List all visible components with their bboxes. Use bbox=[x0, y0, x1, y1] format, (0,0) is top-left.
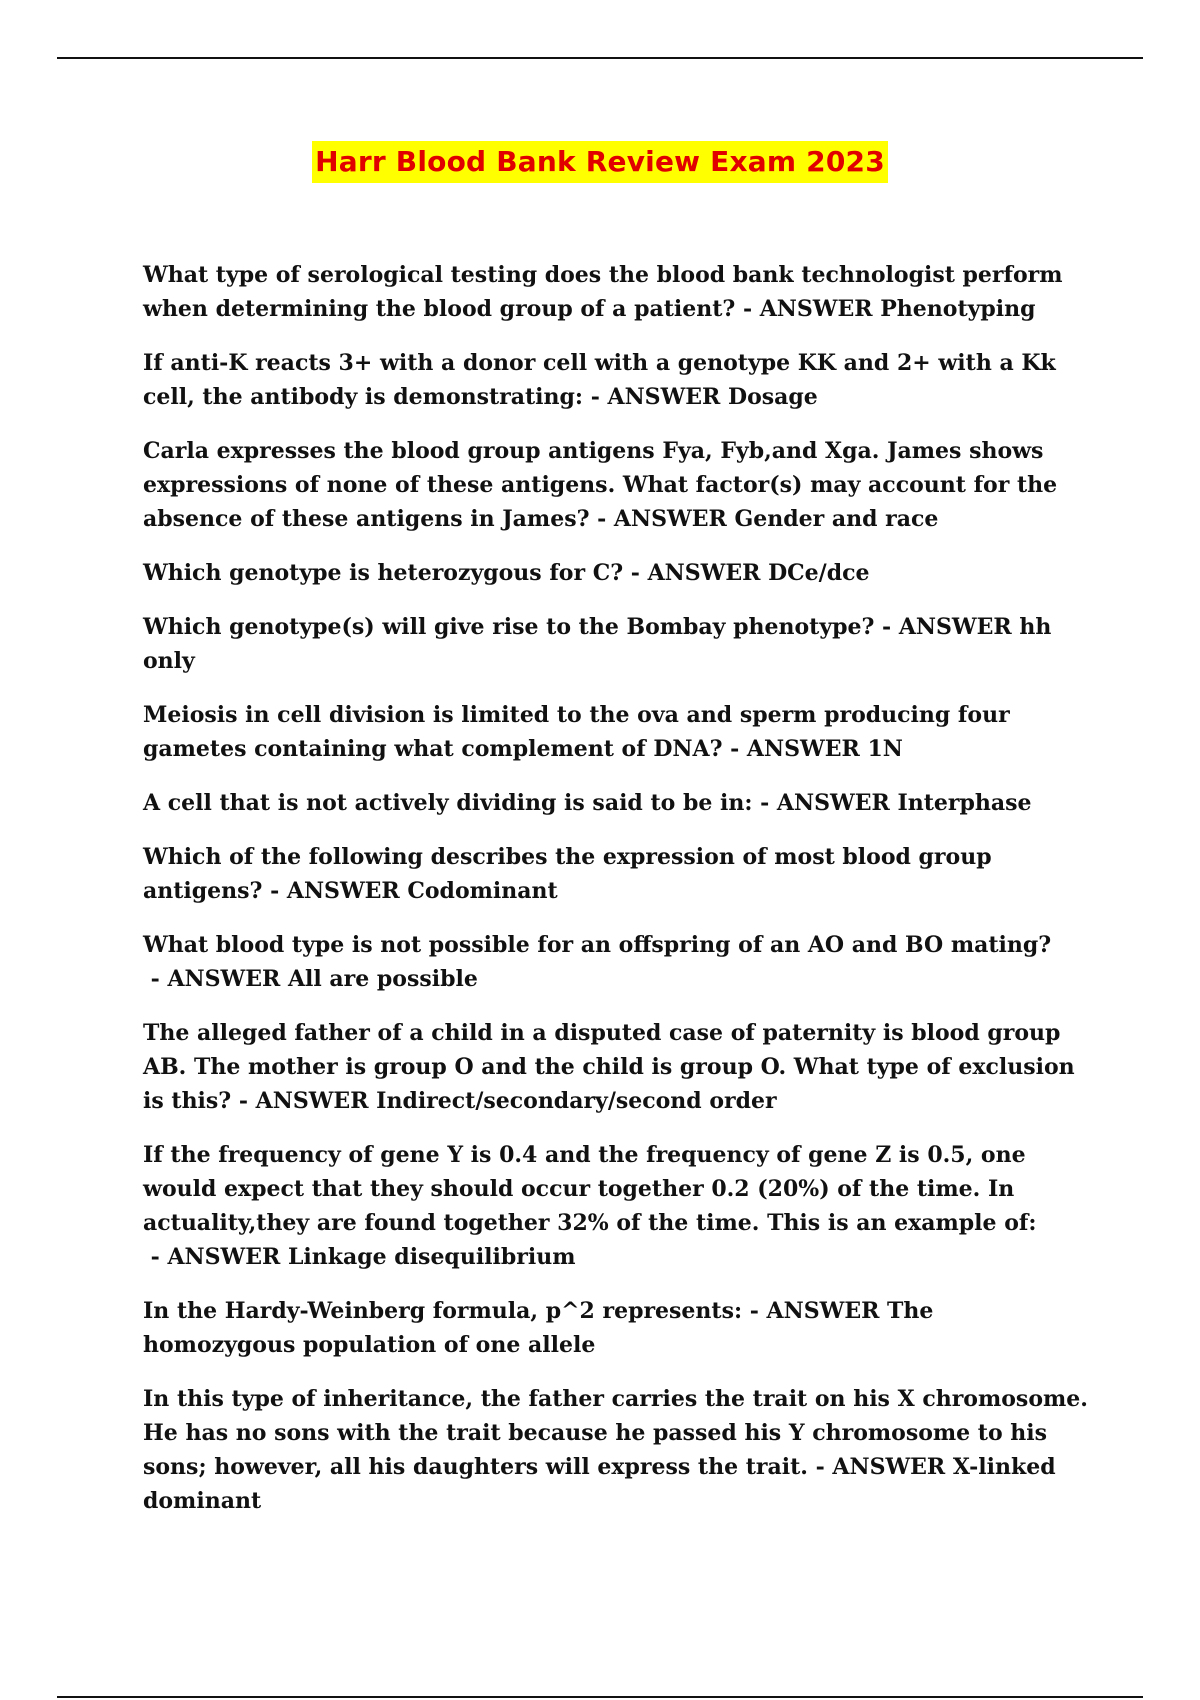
question-text: Which genotype is heterozygous for C? bbox=[143, 560, 624, 586]
question-text: In this type of inheritance, the father carries the trait on his X chromosome. He has no sons with the trait because he passed his Y chromosome to his sons; however, all his daughters will express the trait. bbox=[143, 1386, 1088, 1480]
question-text: If the frequency of gene Y is 0.4 and the frequency of gene Z is 0.5, one would expect that they should occur together 0.2 (20%) of the time. In actuality,they are found together 32% of the time. This is an example of: bbox=[143, 1142, 1037, 1236]
qa-item bbox=[143, 610, 1093, 678]
question-text: A cell that is not actively dividing is said to be in: bbox=[143, 790, 753, 816]
qa-item bbox=[143, 840, 1093, 908]
qa-item bbox=[143, 1382, 1093, 1518]
top-rule bbox=[57, 57, 1143, 59]
qa-item bbox=[143, 258, 1093, 326]
answer-text: Dosage bbox=[728, 384, 818, 410]
answer-text: Indirect/secondary/second order bbox=[376, 1088, 777, 1114]
qa-item bbox=[143, 786, 1093, 820]
answer-separator: - ANSWER bbox=[752, 790, 890, 816]
question-text: Meiosis in cell division is limited to the ova and sperm producing four gametes containing what complement of DNA? bbox=[143, 702, 1010, 762]
qa-item bbox=[143, 698, 1093, 766]
answer-text: Gender and race bbox=[734, 506, 939, 532]
question-text: In the Hardy-Weinberg formula, p^2 represents: bbox=[143, 1298, 743, 1324]
answer-text: Phenotyping bbox=[880, 296, 1036, 322]
title-container bbox=[0, 141, 1200, 183]
answer-text: Codominant bbox=[407, 878, 558, 904]
answer-text: 1N bbox=[867, 736, 903, 762]
answer-text: Linkage disequilibrium bbox=[287, 1244, 576, 1270]
answer-separator: - ANSWER bbox=[583, 384, 721, 410]
question-text: The alleged father of a child in a disputed case of paternity is blood group AB. The mother is group O and the child is group O. What type of exclusion is this? bbox=[143, 1020, 1075, 1114]
answer-text: hh only bbox=[143, 614, 1052, 674]
qa-item bbox=[143, 1016, 1093, 1118]
question-text: What type of serological testing does the blood bank technologist perform when determining the blood group of a patient? bbox=[143, 262, 1063, 322]
qa-item bbox=[143, 1138, 1093, 1274]
question-text: What blood type is not possible for an offspring of an AO and BO mating? bbox=[143, 932, 1052, 958]
answer-separator: - ANSWER bbox=[143, 966, 281, 992]
qa-item bbox=[143, 434, 1093, 536]
answer-text: DCe/dce bbox=[768, 560, 870, 586]
answer-separator: - ANSWER bbox=[722, 736, 860, 762]
answer-separator: - ANSWER bbox=[807, 1454, 946, 1480]
answer-separator: - ANSWER bbox=[874, 614, 1012, 640]
question-text: Carla expresses the blood group antigens Fya, Fyb,and Xga. James shows expressions of none of these antigens. What factor(s) may account for the absence of these antigens in James? bbox=[143, 438, 1058, 532]
page-title: Harr Blood Bank Review Exam 2023 bbox=[312, 141, 888, 183]
question-text: If anti-K reacts 3+ with a donor cell with a genotype KK and 2+ with a Kk cell, the antibody is demonstrating: bbox=[143, 350, 1056, 410]
answer-text: X-linked dominant bbox=[143, 1454, 1056, 1514]
qa-item bbox=[143, 1294, 1093, 1362]
question-text: Which of the following describes the expression of most blood group antigens? bbox=[143, 844, 992, 904]
qa-item bbox=[143, 556, 1093, 590]
answer-separator: - ANSWER bbox=[735, 296, 873, 322]
question-text: Which genotype(s) will give rise to the Bombay phenotype? bbox=[143, 614, 875, 640]
answer-separator: - ANSWER bbox=[589, 506, 727, 532]
answer-separator: - ANSWER bbox=[623, 560, 761, 586]
answer-separator: - ANSWER bbox=[262, 878, 400, 904]
answer-separator: - ANSWER bbox=[742, 1298, 880, 1324]
answer-text: Interphase bbox=[897, 790, 1032, 816]
qa-item bbox=[143, 346, 1093, 414]
answer-text: All are possible bbox=[287, 966, 478, 992]
answer-separator: - ANSWER bbox=[143, 1244, 281, 1270]
qa-item bbox=[143, 928, 1093, 996]
question-answer-list bbox=[143, 258, 1093, 1538]
answer-text: The homozygous population of one allele bbox=[143, 1298, 934, 1358]
answer-separator: - ANSWER bbox=[231, 1088, 369, 1114]
bottom-rule bbox=[57, 1696, 1143, 1698]
